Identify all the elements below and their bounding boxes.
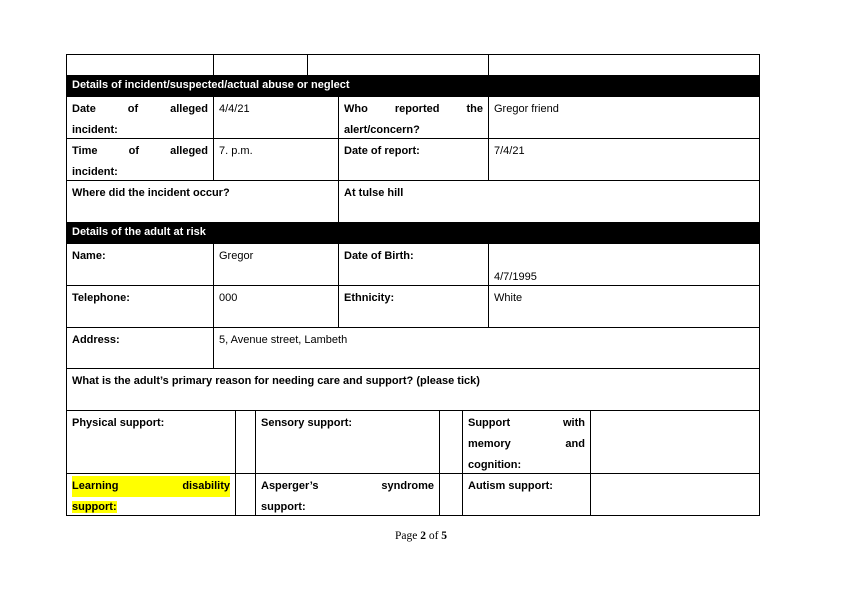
time-of-incident-value: 7. p.m. [213,138,339,181]
date-of-report-label: Date of report: [338,138,489,181]
dob-label: Date of Birth: [338,243,489,286]
address-label: Address: [66,327,214,369]
autism-support-tick-box[interactable] [590,473,760,516]
memory-support-tick-box[interactable] [590,410,760,474]
incident-location-label: Where did the incident occur? [66,180,339,223]
address-value: 5, Avenue street, Lambeth [213,327,760,369]
empty-cell [488,54,760,76]
date-of-incident-value: 4/4/21 [213,96,339,139]
empty-cell [66,54,214,76]
adult-section-header: Details of the adult at risk [66,222,760,244]
care-reason-question: What is the adult’s primary reason for needing care and support? (please tick) [66,368,760,411]
learning-disability-support-label: Learning disability support: [66,473,236,516]
ethnicity-value: White [488,285,760,328]
name-label: Name: [66,243,214,286]
ethnicity-label: Ethnicity: [338,285,489,328]
sensory-support-label: Sensory support: [255,410,440,474]
page-number: Page 2 of 5 [394,530,448,542]
dob-value: 4/7/1995 [488,243,760,286]
asperger-support-tick-box[interactable] [439,473,463,516]
name-value: Gregor [213,243,339,286]
telephone-label: Telephone: [66,285,214,328]
incident-section-header: Details of incident/suspected/actual abuse or neglect [66,75,760,97]
memory-support-label: Support with memory and cognition: [462,410,591,474]
who-reported-value: Gregor friend [488,96,760,139]
physical-support-tick-box[interactable] [235,410,256,474]
incident-location-value: At tulse hill [338,180,760,223]
sensory-support-tick-box[interactable] [439,410,463,474]
empty-cell [213,54,308,76]
date-of-incident-label: Date of alleged incident: [66,96,214,139]
physical-support-label: Physical support: [66,410,236,474]
who-reported-label: Who reported the alert/concern? [338,96,489,139]
time-of-incident-label: Time of alleged incident: [66,138,214,181]
empty-cell [307,54,489,76]
asperger-support-label: Asperger’s syndrome support: [255,473,440,516]
autism-support-label: Autism support: [462,473,591,516]
telephone-value: 000 [213,285,339,328]
learning-disability-tick-box[interactable] [235,473,256,516]
date-of-report-value: 7/4/21 [488,138,760,181]
